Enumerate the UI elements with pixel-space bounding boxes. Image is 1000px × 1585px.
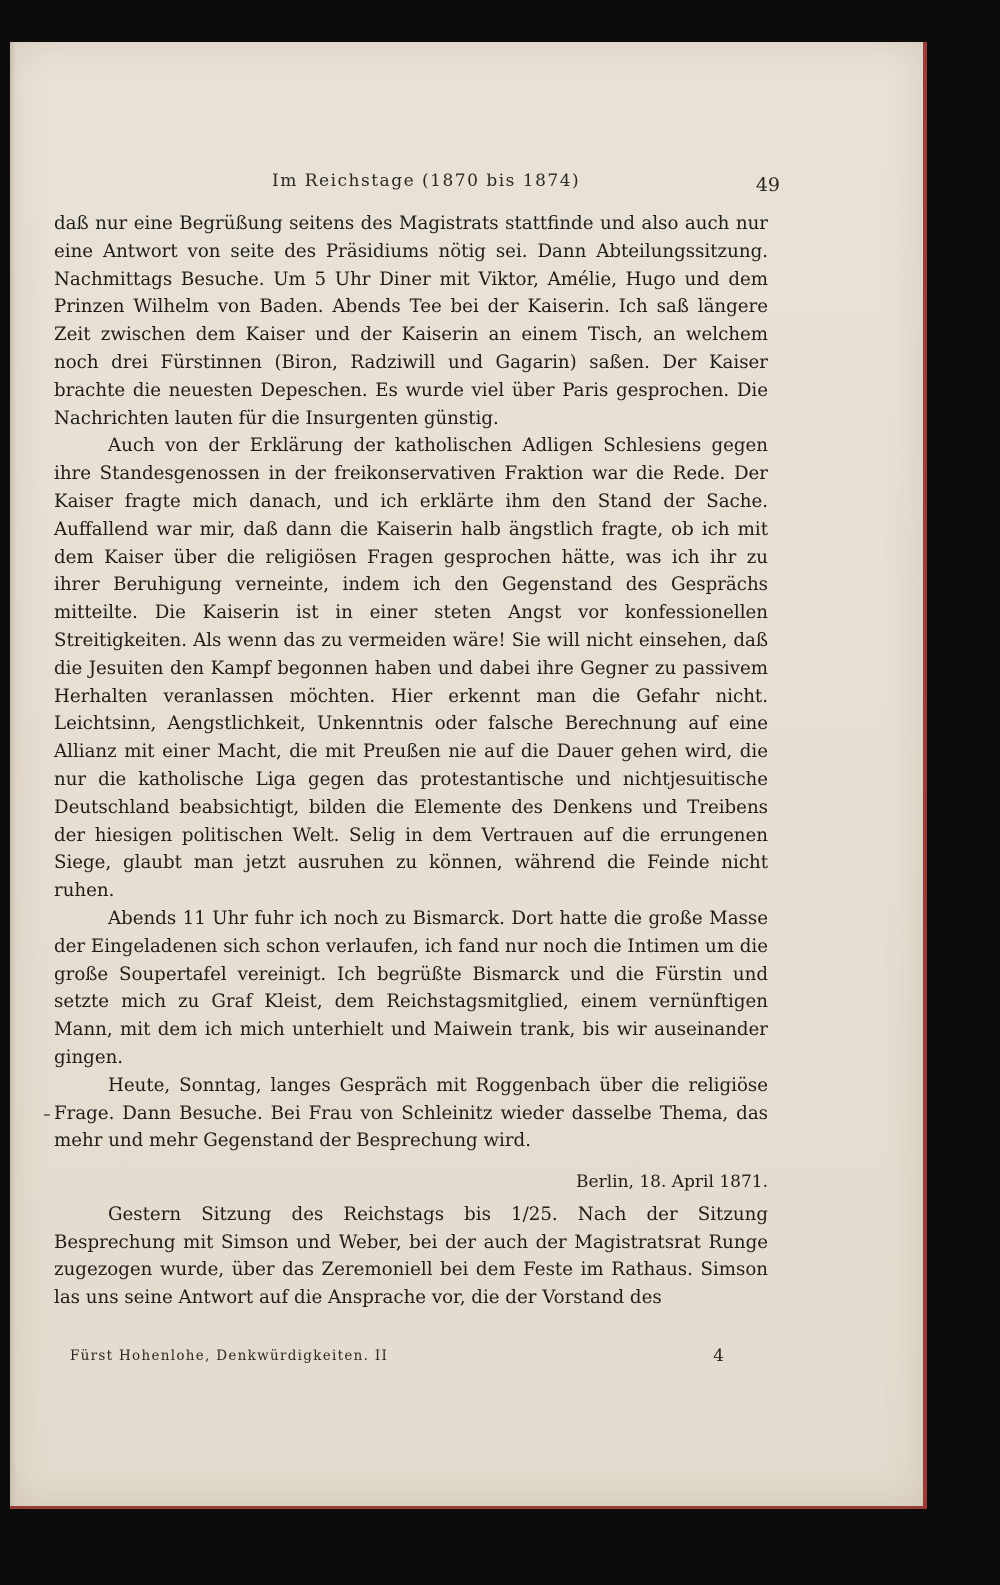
sheet-number: 4 <box>713 1346 724 1366</box>
page-edge-shadow <box>10 42 16 1506</box>
paragraph-4: Heute, Sonntag, langes Gespräch mit Roggenbach über die religiöse Frage. Dann Besuche. Bei Frau von Schleinitz wieder dasselbe Thema, das mehr und mehr Gegenstand der Besprechung wird. <box>54 1074 768 1152</box>
page-header <box>58 171 778 201</box>
dateline: Berlin, 18. April 1871. <box>576 1172 768 1193</box>
footer-signature: Fürst Hohenlohe, Denkwürdigkeiten. II <box>70 1348 389 1364</box>
body-text <box>54 210 768 1312</box>
paragraph-1: daß nur eine Begrüßung seitens des Magistrats stattfinde und also auch nur eine Antwort von seite des Präsidiums nötig sei. Dann Abteilungssitzung. Nachmittags Besuche. Um 5 Uhr Diner mit Viktor, Amélie, Hugo und dem Prinzen Wilhelm von Baden. Abends Tee bei der Kaiserin. Ich saß längere Zeit zwischen dem Kaiser und der Kaiserin an einem Tisch, an welchem noch drei Fürstinnen (Biron, Radziwill und Gagarin) saßen. Der Kaiser brachte die neuesten Depeschen. Es wurde viel über Paris gesprochen. Die Nachrichten lauten für die Insurgenten günstig. <box>54 213 768 429</box>
book-page <box>10 42 927 1509</box>
paragraph-3: Abends 11 Uhr fuhr ich noch zu Bismarck. Dort hatte die große Masse der Eingeladenen sich schon verlaufen, ich fand nur noch die Intimen um die große Soupertafel vereinigt. Ich begrüßte Bismarck und die Fürstin und setzte mich zu Graf Kleist, dem Reichstagsmitglied, einem vernünftigen Mann, mit dem ich mich unterhielt und Maiwein trank, bis wir auseinander gingen. <box>54 907 768 1068</box>
paragraph-2: Auch von der Erklärung der katholischen Adligen Schlesiens gegen ihre Standesgenossen in der freikonservativen Fraktion war die Rede. Der Kaiser fragte mich danach, und ich erklärte ihm den Stand der Sache. Auffallend war mir, daß dann die Kaiserin halb ängstlich fragte, ob ich mit dem Kaiser über die religiösen Fragen gesprochen hätte, was ich ihr zu ihrer Beruhigung verneinte, indem ich den Gegenstand des Gesprächs mitteilte. Die Kaiserin ist in einer steten Angst vor konfessionellen Streitigkeiten. Als wenn das zu vermeiden wäre! Sie will nicht einsehen, daß die Jesuiten den Kampf begonnen haben und dabei ihre Gegner zu passivem Herhalten veranlassen möchten. Hier erkennt man die Gefahr nicht. Leichtsinn, Aengstlichkeit, Unkenntnis oder falsche Berechnung auf eine Allianz mit einer Macht, die mit Preußen nie auf die Dauer gehen wird, die nur die katholische Liga gegen das protestantische und nichtjesuitische Deutschland beabsichtigt, bilden die Elemente des Denkens und Treibens der hiesigen politischen Welt. Selig in dem Vertrauen auf die errungenen Siege, glaubt man jetzt ausruhen zu können, während die Feinde nicht ruhen. <box>54 435 768 902</box>
page-number: 49 <box>755 174 780 196</box>
paragraph-5: Gestern Sitzung des Reichstags bis 1/25. Nach der Sitzung Besprechung mit Simson und Weber, bei der auch der Magistratsrat Runge zugezogen wurde, über das Zeremoniell bei dem Feste im Rathaus. Simson las uns seine Antwort auf die Ansprache vor, die der Vorstand des <box>54 1203 768 1309</box>
running-head: Im Reichstage (1870 bis 1874) <box>272 171 581 191</box>
page-footer <box>70 1348 734 1372</box>
marginal-mark <box>44 1114 50 1116</box>
